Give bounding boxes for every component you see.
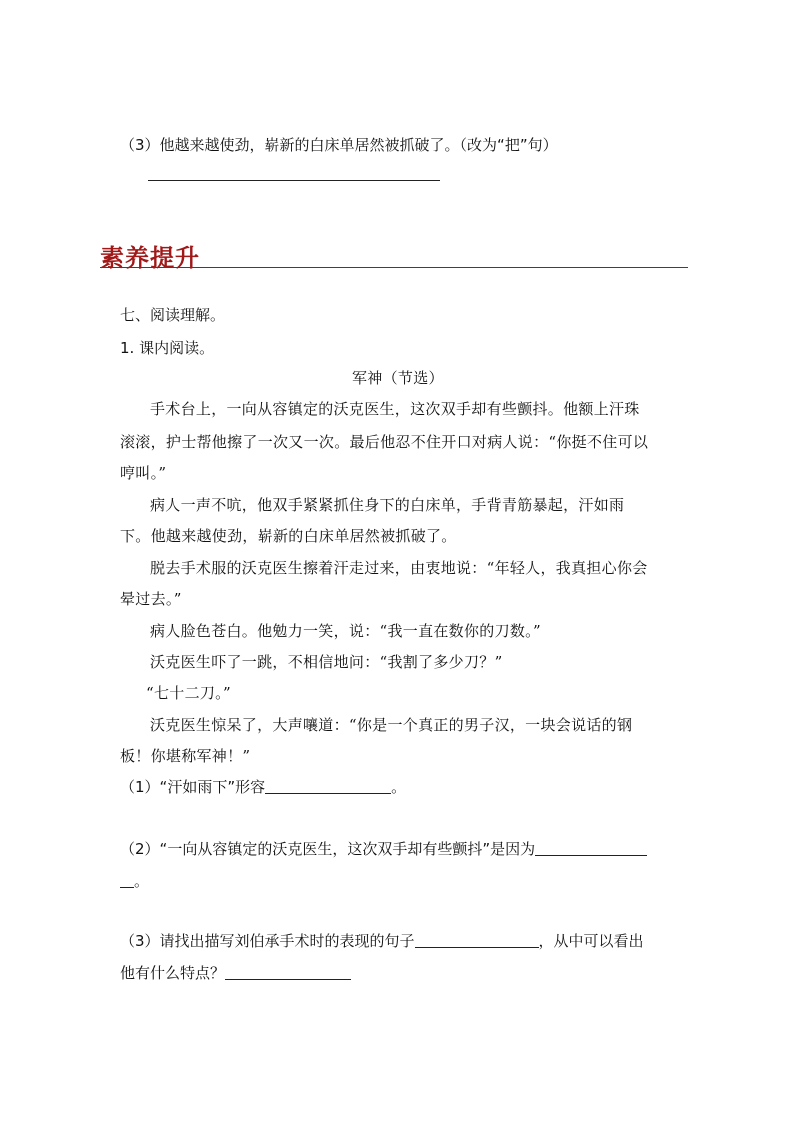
section-divider [100,267,688,268]
passage-line: 病人脸色苍白。他勉力一笑，说：“我一直在数你的刀数。” [150,622,541,640]
exercise-subheading: 1. 课内阅读。 [120,339,215,357]
question-1 [120,776,406,797]
passage-line: 下。他越来越使劲，崭新的白床单居然被抓破了。 [120,527,457,545]
passage-line: 病人一声不吭，他双手紧紧抓住身下的白床单，手背青筋暴起，汗如雨 [150,496,625,514]
question-text: 。 [391,778,407,796]
answer-blank[interactable] [415,946,539,948]
passage-line: 板！你堪称军神！” [120,747,251,765]
passage-line: 沃克医生吓了一跳，不相信地问：“我割了多少刀？” [150,653,503,671]
question-3 [120,930,644,951]
question-text: （1）“汗如雨下”形容 [120,778,266,796]
passage-line: 滚滚，护士帮他擦了一次又一次。最后他忍不住开口对病人说：“你挺不住可以 [120,433,649,451]
question-text: （2）“一向从容镇定的沃克医生，这次双手却有些颤抖”是因为 [120,840,536,858]
answer-line[interactable] [148,180,440,181]
question-text: （3）请找出描写刘伯承手术时的表现的句子 [120,932,415,950]
question-text: 他有什么特点？ [120,964,226,982]
question-2-cont [120,870,149,891]
question-text: ，从中可以看出 [538,932,644,950]
passage-title: 军神（节选） [352,369,444,387]
answer-blank[interactable] [535,854,647,856]
passage-line: 手术台上，一向从容镇定的沃克医生，这次双手却有些颤抖。他额上汗珠 [150,400,640,418]
answer-blank[interactable] [225,978,351,980]
answer-blank[interactable] [265,792,391,794]
question-2 [120,838,647,859]
question-text: 。 [134,872,150,890]
rewrite-question: （3）他越来越使劲，崭新的白床单居然被抓破了。（改为“把”句） [120,136,558,154]
passage-line: 脱去手术服的沃克医生擦着汗走过来，由衷地说：“年轻人，我真担心你会 [150,559,648,577]
passage-line: 沃克医生惊呆了，大声嚷道：“你是一个真正的男子汉，一块会说话的钢 [150,716,633,734]
passage-line: “七十二刀。” [146,684,231,702]
exercise-heading: 七、阅读理解。 [120,306,226,324]
question-3-cont [120,962,351,983]
section-title: 素养提升 [100,243,200,272]
answer-blank[interactable] [120,886,134,888]
passage-line: 晕过去。” [120,590,182,608]
passage-line: 哼叫。” [120,464,167,482]
